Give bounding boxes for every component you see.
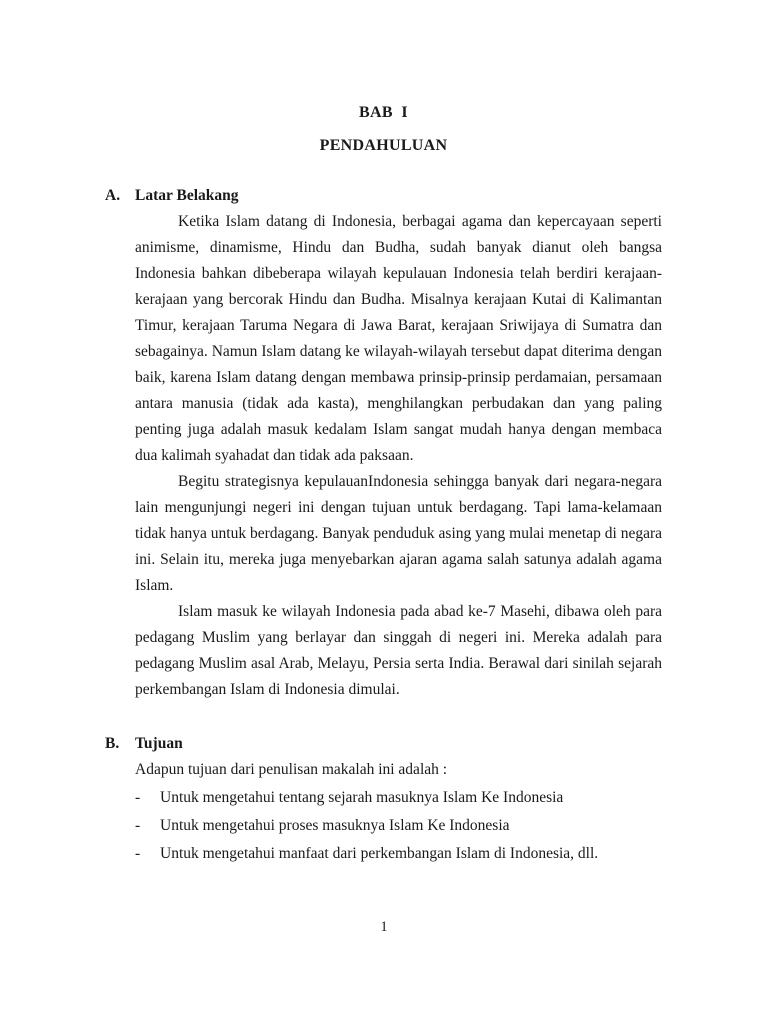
dash-marker: - <box>135 817 141 834</box>
section-latar-belakang <box>105 183 662 703</box>
section-b-body <box>135 757 662 867</box>
document-subtitle: PENDAHULUAN <box>319 137 448 154</box>
dash-marker: - <box>135 845 141 862</box>
paragraph: Begitu strategisnya kepulauanIndonesia sehingga banyak dari negara-negara lain mengunjungi negeri ini dengan tujuan untuk berdagang. Tapi lama-kelamaan tidak hanya untuk berdagang. Banyak penduduk asing yang mulai menetap di negara ini. Selain itu, mereka juga menyebarkan ajaran agama salah satunya adalah agama Islam. <box>135 473 662 594</box>
document-title: BAB I <box>359 104 408 121</box>
list-item-text: Untuk mengetahui manfaat dari perkembangan Islam di Indonesia, dll. <box>160 845 599 862</box>
section-a-heading <box>105 183 662 209</box>
section-a-label: A. <box>105 187 121 204</box>
section-b-heading <box>105 731 662 757</box>
section-tujuan <box>105 731 662 867</box>
paragraph: Islam masuk ke wilayah Indonesia pada abad ke-7 Masehi, dibawa oleh para pedagang Muslim yang berlayar dan singgah di negeri ini. Mereka adalah para pedagang Muslim asal Arab, Melayu, Persia serta India. Berawal dari sinilah sejarah perkembangan Islam di Indonesia dimulai. <box>135 603 662 698</box>
page-number: 1 <box>380 919 388 935</box>
paragraph: Ketika Islam datang di Indonesia, berbagai agama dan kepercayaan seperti animisme, dinamisme, Hindu dan Budha, sudah banyak dianut oleh bangsa Indonesia bahkan dibeberapa wilayah kepulauan Indonesia telah berdiri kerajaan-kerajaan yang bercorak Hindu dan Budha. Misalnya kerajaan Kutai di Kalimantan Timur, kerajaan Taruma Negara di Jawa Barat, kerajaan Sriwijaya di Sumatra dan sebagainya. Namun Islam datang ke wilayah-wilayah tersebut dapat diterima dengan baik, karena Islam datang dengan membawa prinsip-prinsip perdamaian, persamaan antara manusia (tidak ada kasta), menghilangkan perbudakan dan yang paling penting juga adalah masuk kedalam Islam sangat mudah hanya dengan membaca dua kalimah syahadat dan tidak ada paksaan. <box>135 213 662 464</box>
section-b-heading-text: Tujuan <box>135 735 183 752</box>
section-a-heading-text: Latar Belakang <box>135 187 239 204</box>
list-item <box>135 813 662 839</box>
list-item <box>135 785 662 811</box>
list-item-text: Untuk mengetahui tentang sejarah masuknya Islam Ke Indonesia <box>160 789 564 806</box>
dash-marker: - <box>135 789 141 806</box>
list-item-text: Untuk mengetahui proses masuknya Islam Ke Indonesia <box>160 817 510 834</box>
section-a-body <box>135 209 662 703</box>
list-item <box>135 841 662 867</box>
tujuan-intro: Adapun tujuan dari penulisan makalah ini adalah : <box>135 761 448 778</box>
section-b-label: B. <box>105 735 120 752</box>
